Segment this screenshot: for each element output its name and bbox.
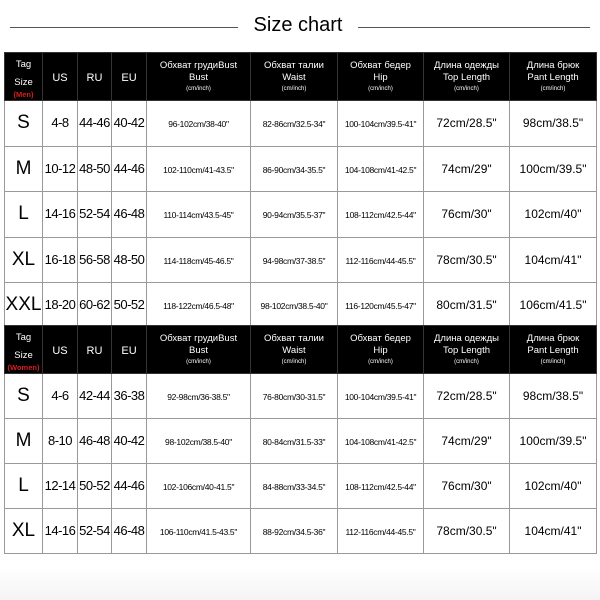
header-us-label: US bbox=[52, 71, 68, 84]
cell-bust-value: 92-98cm/36-38.5" bbox=[167, 392, 230, 402]
cell-us bbox=[43, 419, 78, 464]
cell-top-length-value: 72cm/28.5" bbox=[436, 116, 497, 131]
cell-eu bbox=[112, 283, 147, 329]
cell-tag-size bbox=[5, 283, 43, 329]
cell-hip-value: 100-104cm/39.5-41" bbox=[344, 392, 417, 402]
cell-pant-length-value: 98cm/38.5" bbox=[522, 116, 584, 131]
cell-hip bbox=[338, 101, 424, 147]
header-top-ru: Длина одежды bbox=[434, 59, 499, 71]
cell-eu bbox=[112, 374, 147, 419]
header-us bbox=[43, 53, 78, 101]
header-tag-size bbox=[5, 53, 43, 101]
header-bust-en: Bust bbox=[188, 344, 208, 356]
cell-bust-value: 114-118cm/45-46.5" bbox=[163, 255, 234, 266]
cell-eu-value: 40-42 bbox=[113, 433, 145, 448]
cell-tag-size-value: S bbox=[17, 112, 30, 134]
bottom-fade bbox=[0, 566, 600, 600]
cell-hip-value: 116-120cm/45.5-47" bbox=[345, 301, 416, 312]
table-row bbox=[5, 237, 597, 283]
cell-us-value: 4-6 bbox=[51, 388, 69, 403]
cell-us-value: 12-14 bbox=[44, 478, 76, 493]
cell-us bbox=[43, 464, 78, 509]
cell-top-length bbox=[424, 146, 510, 192]
header-waist bbox=[251, 53, 338, 101]
cell-hip-value: 112-116cm/44-45.5" bbox=[345, 255, 416, 266]
header-pant-length bbox=[510, 326, 597, 374]
cell-hip-value: 104-108cm/41-42.5" bbox=[344, 164, 417, 175]
cell-ru bbox=[78, 283, 112, 329]
cell-us bbox=[43, 237, 78, 283]
cell-ru bbox=[78, 509, 112, 554]
cell-tag-size-value: M bbox=[15, 430, 32, 451]
header-unit: (cm/inch) bbox=[281, 358, 307, 365]
cell-waist bbox=[251, 374, 338, 419]
cell-waist bbox=[251, 509, 338, 554]
cell-waist bbox=[251, 283, 338, 329]
cell-pant-length bbox=[510, 464, 597, 509]
cell-pant-length bbox=[510, 101, 597, 147]
header-hip-en: Hip bbox=[373, 71, 388, 83]
header-top-en: Top Length bbox=[442, 344, 490, 356]
cell-ru-value: 44-46 bbox=[79, 115, 110, 131]
cell-bust-value: 106-110cm/41.5-43.5" bbox=[159, 527, 238, 537]
cell-pant-length-value: 104cm/41" bbox=[524, 524, 582, 538]
cell-ru-value: 48-50 bbox=[79, 160, 110, 176]
cell-hip bbox=[338, 192, 424, 238]
cell-bust-value: 118-122cm/46.5-48" bbox=[163, 301, 234, 312]
cell-waist bbox=[251, 101, 338, 147]
header-ru-label: RU bbox=[86, 71, 103, 84]
cell-hip-value: 108-112cm/42.5-44" bbox=[345, 482, 416, 492]
cell-eu bbox=[112, 237, 147, 283]
cell-tag-size bbox=[5, 509, 43, 554]
cell-top-length bbox=[424, 237, 510, 283]
cell-hip-value: 112-116cm/44-45.5" bbox=[345, 527, 416, 537]
cell-ru-value: 42-44 bbox=[79, 388, 110, 403]
cell-us-value: 14-16 bbox=[44, 206, 76, 222]
header-tag: Tag bbox=[15, 332, 32, 343]
cell-ru bbox=[78, 419, 112, 464]
cell-us bbox=[43, 192, 78, 238]
cell-waist-value: 98-102cm/38.5-40" bbox=[260, 301, 328, 312]
cell-bust bbox=[147, 374, 251, 419]
cell-bust bbox=[147, 146, 251, 192]
header-unit: (cm/inch) bbox=[540, 358, 566, 365]
title-divider-left bbox=[10, 27, 238, 28]
cell-waist-value: 76-80cm/30-31.5" bbox=[262, 392, 326, 402]
cell-tag-size bbox=[5, 101, 43, 147]
cell-bust bbox=[147, 464, 251, 509]
cell-waist-value: 80-84cm/31.5-33" bbox=[262, 437, 326, 447]
header-eu-label: EU bbox=[121, 344, 137, 357]
cell-hip bbox=[338, 146, 424, 192]
table-row bbox=[5, 146, 597, 192]
header-pant-en: Pant Length bbox=[527, 344, 579, 356]
header-waist bbox=[251, 326, 338, 374]
cell-bust-value: 102-110cm/41-43.5" bbox=[163, 164, 234, 175]
cell-pant-length bbox=[510, 283, 597, 329]
cell-bust bbox=[147, 419, 251, 464]
cell-pant-length bbox=[510, 419, 597, 464]
cell-bust bbox=[147, 283, 251, 329]
women-header-row bbox=[5, 326, 597, 374]
header-hip-ru: Обхват бедер bbox=[350, 59, 411, 71]
cell-top-length bbox=[424, 509, 510, 554]
cell-waist-value: 84-88cm/33-34.5" bbox=[262, 482, 326, 492]
cell-ru-value: 52-54 bbox=[79, 523, 110, 538]
cell-top-length bbox=[424, 283, 510, 329]
cell-top-length bbox=[424, 464, 510, 509]
cell-top-length-value: 78cm/30.5" bbox=[436, 524, 497, 538]
cell-hip bbox=[338, 374, 424, 419]
cell-tag-size-value: L bbox=[18, 475, 29, 496]
cell-pant-length bbox=[510, 146, 597, 192]
cell-hip-value: 100-104cm/39.5-41" bbox=[344, 119, 417, 130]
header-bust-ru: Обхват грудиBust bbox=[159, 59, 238, 71]
cell-tag-size-value: XL bbox=[11, 520, 36, 541]
cell-us bbox=[43, 101, 78, 147]
header-unit: (cm/inch) bbox=[186, 358, 211, 365]
header-waist-en: Waist bbox=[282, 71, 306, 83]
cell-pant-length bbox=[510, 374, 597, 419]
cell-ru bbox=[78, 101, 112, 147]
cell-top-length bbox=[424, 419, 510, 464]
header-waist-en: Waist bbox=[282, 344, 306, 356]
cell-hip-value: 104-108cm/41-42.5" bbox=[344, 437, 417, 447]
header-pant-ru: Длина брюк bbox=[526, 59, 580, 71]
cell-ru-value: 56-58 bbox=[79, 251, 110, 267]
header-hip bbox=[338, 326, 424, 374]
table-row bbox=[5, 419, 597, 464]
cell-eu bbox=[112, 101, 147, 147]
header-unit: (cm/inch) bbox=[281, 85, 307, 92]
men-table-body bbox=[5, 101, 597, 329]
header-size: Size bbox=[14, 350, 33, 361]
cell-us bbox=[43, 146, 78, 192]
header-bust-en: Bust bbox=[188, 71, 208, 83]
cell-ru bbox=[78, 464, 112, 509]
cell-eu-value: 46-48 bbox=[113, 523, 145, 538]
table-row bbox=[5, 283, 597, 329]
header-unit: (cm/inch) bbox=[368, 85, 393, 92]
cell-top-length bbox=[424, 101, 510, 147]
cell-tag-size bbox=[5, 237, 43, 283]
cell-ru-value: 60-62 bbox=[79, 297, 110, 313]
women-table-body bbox=[5, 374, 597, 554]
header-unit: (cm/inch) bbox=[454, 85, 479, 92]
cell-us-value: 8-10 bbox=[47, 433, 73, 448]
cell-tag-size bbox=[5, 419, 43, 464]
cell-tag-size-value: XL bbox=[11, 248, 36, 270]
header-eu bbox=[112, 53, 147, 101]
cell-pant-length-value: 104cm/41" bbox=[524, 252, 582, 267]
cell-bust-value: 98-102cm/38.5-40" bbox=[165, 437, 232, 447]
header-us bbox=[43, 326, 78, 374]
header-bust bbox=[147, 53, 251, 101]
cell-us bbox=[43, 509, 78, 554]
table-row bbox=[5, 509, 597, 554]
cell-waist bbox=[251, 419, 338, 464]
cell-bust-value: 96-102cm/38-40" bbox=[168, 119, 229, 130]
header-waist-ru: Обхват талии bbox=[264, 59, 324, 71]
header-bust-ru: Обхват грудиBust bbox=[159, 332, 238, 344]
cell-pant-length-value: 100cm/39.5" bbox=[519, 161, 587, 176]
cell-eu-value: 40-42 bbox=[113, 115, 145, 131]
cell-ru bbox=[78, 192, 112, 238]
gender-label-men: (Men) bbox=[13, 90, 34, 99]
header-us-label: US bbox=[52, 344, 68, 357]
women-size-table bbox=[4, 325, 597, 554]
cell-top-length-value: 80cm/31.5" bbox=[436, 298, 497, 313]
cell-tag-size bbox=[5, 374, 43, 419]
table-row bbox=[5, 374, 597, 419]
header-pant-length bbox=[510, 53, 597, 101]
cell-ru bbox=[78, 146, 112, 192]
cell-us-value: 10-12 bbox=[44, 160, 76, 176]
cell-pant-length bbox=[510, 509, 597, 554]
cell-top-length-value: 76cm/30" bbox=[441, 479, 492, 493]
cell-eu bbox=[112, 509, 147, 554]
cell-bust-value: 102-106cm/40-41.5" bbox=[162, 482, 235, 492]
cell-pant-length-value: 106cm/41.5" bbox=[519, 298, 587, 313]
cell-bust bbox=[147, 237, 251, 283]
header-tag-size bbox=[5, 326, 43, 374]
header-unit: (cm/inch) bbox=[540, 85, 566, 92]
header-waist-ru: Обхват талии bbox=[264, 332, 324, 344]
cell-tag-size bbox=[5, 192, 43, 238]
cell-hip bbox=[338, 509, 424, 554]
cell-us-value: 18-20 bbox=[44, 297, 76, 313]
cell-tag-size bbox=[5, 146, 43, 192]
cell-pant-length-value: 98cm/38.5" bbox=[522, 389, 584, 403]
header-top-length bbox=[424, 326, 510, 374]
header-top-ru: Длина одежды bbox=[434, 332, 499, 344]
cell-tag-size-value: XXL bbox=[5, 294, 42, 316]
cell-bust bbox=[147, 192, 251, 238]
cell-us-value: 4-8 bbox=[51, 115, 69, 131]
cell-hip bbox=[338, 419, 424, 464]
cell-waist bbox=[251, 237, 338, 283]
header-eu bbox=[112, 326, 147, 374]
cell-eu-value: 46-48 bbox=[113, 206, 145, 222]
cell-eu-value: 44-46 bbox=[113, 478, 145, 493]
cell-pant-length bbox=[510, 192, 597, 238]
header-ru bbox=[78, 326, 112, 374]
cell-waist-value: 88-92cm/34.5-36" bbox=[262, 527, 326, 537]
cell-waist bbox=[251, 192, 338, 238]
cell-hip bbox=[338, 283, 424, 329]
cell-hip bbox=[338, 237, 424, 283]
cell-eu bbox=[112, 464, 147, 509]
cell-eu-value: 44-46 bbox=[113, 160, 145, 176]
cell-eu bbox=[112, 419, 147, 464]
header-top-en: Top Length bbox=[442, 71, 490, 83]
cell-ru bbox=[78, 374, 112, 419]
header-hip-en: Hip bbox=[373, 344, 388, 356]
table-row bbox=[5, 464, 597, 509]
cell-tag-size-value: L bbox=[18, 203, 29, 225]
cell-waist-value: 86-90cm/34-35.5" bbox=[262, 164, 326, 175]
cell-pant-length-value: 102cm/40" bbox=[524, 207, 582, 222]
cell-ru bbox=[78, 237, 112, 283]
page-title: Size chart bbox=[253, 14, 343, 36]
header-ru bbox=[78, 53, 112, 101]
cell-eu bbox=[112, 146, 147, 192]
cell-top-length bbox=[424, 192, 510, 238]
cell-bust-value: 110-114cm/43.5-45" bbox=[163, 210, 234, 221]
cell-ru-value: 50-52 bbox=[79, 478, 110, 493]
header-pant-en: Pant Length bbox=[527, 71, 579, 83]
cell-eu-value: 50-52 bbox=[113, 297, 145, 313]
header-top-length bbox=[424, 53, 510, 101]
men-size-table bbox=[4, 52, 597, 329]
cell-waist-value: 90-94cm/35.5-37" bbox=[262, 210, 326, 221]
cell-eu bbox=[112, 192, 147, 238]
header-pant-ru: Длина брюк bbox=[526, 332, 580, 344]
header-unit: (cm/inch) bbox=[368, 358, 393, 365]
cell-top-length-value: 78cm/30.5" bbox=[436, 252, 497, 267]
cell-tag-size bbox=[5, 464, 43, 509]
cell-waist-value: 94-98cm/37-38.5" bbox=[262, 255, 326, 266]
title-row bbox=[0, 0, 600, 52]
cell-top-length-value: 76cm/30" bbox=[441, 207, 492, 222]
table-row bbox=[5, 192, 597, 238]
cell-tag-size-value: S bbox=[17, 385, 30, 406]
header-tag: Tag bbox=[15, 59, 32, 70]
cell-waist bbox=[251, 146, 338, 192]
cell-pant-length bbox=[510, 237, 597, 283]
cell-us bbox=[43, 374, 78, 419]
cell-us-value: 14-16 bbox=[44, 523, 76, 538]
gender-label-women: (Women) bbox=[7, 363, 40, 372]
cell-ru-value: 46-48 bbox=[79, 433, 110, 448]
cell-bust bbox=[147, 101, 251, 147]
header-bust bbox=[147, 326, 251, 374]
cell-us-value: 16-18 bbox=[44, 251, 76, 267]
header-size: Size bbox=[14, 77, 33, 88]
cell-hip bbox=[338, 464, 424, 509]
cell-waist-value: 82-86cm/32.5-34" bbox=[262, 119, 326, 130]
men-header-row bbox=[5, 53, 597, 101]
header-unit: (cm/inch) bbox=[454, 358, 479, 365]
header-eu-label: EU bbox=[121, 71, 137, 84]
header-unit: (cm/inch) bbox=[186, 85, 211, 92]
header-ru-label: RU bbox=[86, 344, 103, 357]
header-hip bbox=[338, 53, 424, 101]
header-hip-ru: Обхват бедер bbox=[350, 332, 411, 344]
title-divider-right bbox=[358, 27, 590, 28]
cell-top-length bbox=[424, 374, 510, 419]
cell-top-length-value: 74cm/29" bbox=[441, 161, 492, 176]
cell-top-length-value: 72cm/28.5" bbox=[436, 389, 497, 403]
cell-us bbox=[43, 283, 78, 329]
table-row bbox=[5, 101, 597, 147]
cell-bust bbox=[147, 509, 251, 554]
cell-waist bbox=[251, 464, 338, 509]
cell-top-length-value: 74cm/29" bbox=[441, 434, 492, 448]
cell-tag-size-value: M bbox=[15, 157, 32, 179]
cell-pant-length-value: 102cm/40" bbox=[524, 479, 582, 493]
cell-hip-value: 108-112cm/42.5-44" bbox=[345, 210, 416, 221]
cell-ru-value: 52-54 bbox=[79, 206, 110, 222]
cell-eu-value: 36-38 bbox=[113, 388, 145, 403]
cell-pant-length-value: 100cm/39.5" bbox=[519, 434, 587, 448]
cell-eu-value: 48-50 bbox=[113, 251, 145, 267]
